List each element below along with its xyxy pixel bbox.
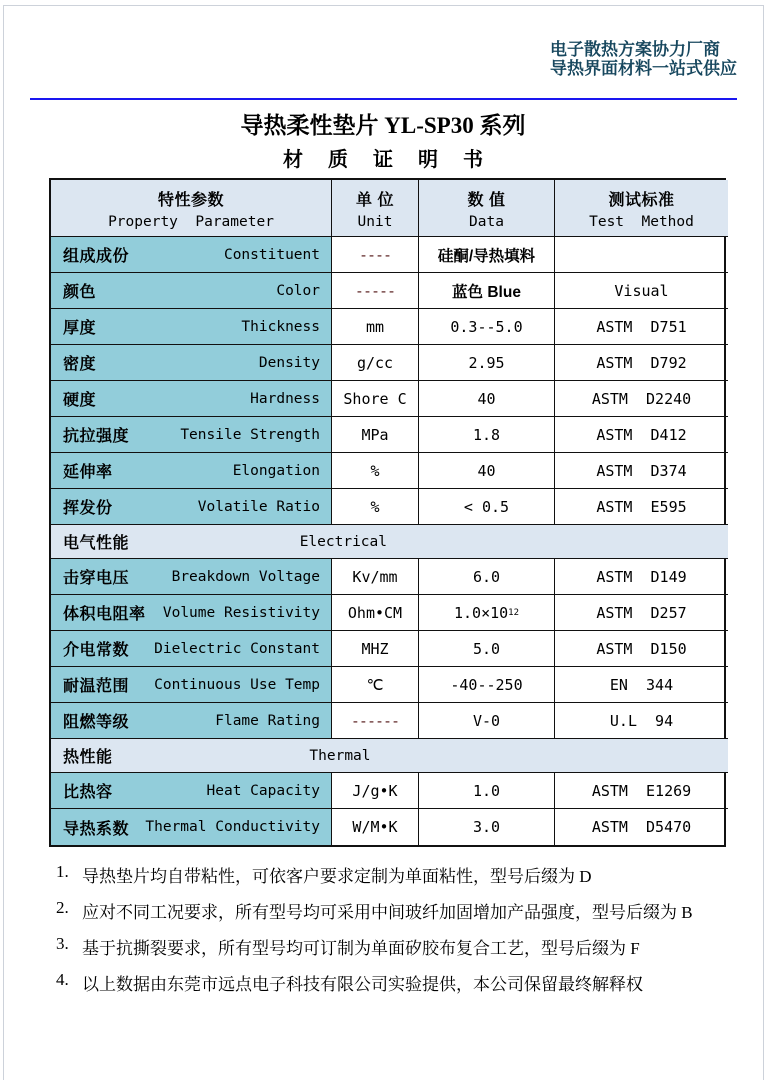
param-zh: 导热系数 [63,820,130,838]
param-en: Heat Capacity [206,782,320,799]
header-en: Property Parameter [108,213,274,230]
header-en: Test Method [589,213,694,230]
param-zh: 体积电阻率 [63,606,146,623]
header-en: Data [469,213,504,230]
param-cell [51,345,332,381]
param-cell [51,309,332,345]
method-cell: ASTM D374 [555,453,728,489]
method-cell: ASTM D150 [555,631,728,667]
unit-cell: W/M•K [332,809,419,845]
value-cell: 0.3--5.0 [419,309,555,345]
param-en: Dielectric Constant [154,640,320,657]
param-cell [51,703,332,739]
param-en: Tensile Strength [180,426,320,443]
value-cell: 硅酮/导热填料 [419,237,555,273]
unit-cell: Ohm•CM [332,595,419,631]
param-en: Hardness [250,390,320,407]
param-cell [51,273,332,309]
param-cell [51,489,332,525]
unit-cell: ------ [332,703,419,739]
method-cell: ASTM D751 [555,309,728,345]
notes-list [56,862,716,1006]
note-item-4 [56,970,716,995]
param-zh: 击穿电压 [63,570,130,587]
value-cell: 2.95 [419,345,555,381]
value-cell: V-0 [419,703,555,739]
unit-cell: % [332,453,419,489]
unit-cell: ---- [332,237,419,273]
value-cell: < 0.5 [419,489,555,525]
section-zh: 热性能 [63,749,113,766]
value-cell: 1.8 [419,417,555,453]
method-cell: ASTM D412 [555,417,728,453]
note-text: 导热垫片均自带粘性，可依客户要求定制为单面粘性，型号后缀为 D [82,867,592,886]
spec-table [49,178,726,847]
note-text: 应对不同工况要求，所有型号均可采用中间玻纤加固增加产品强度，型号后缀为 B [82,903,693,922]
header-en: Unit [357,213,393,230]
header-zh: 测试标准 [608,191,675,209]
param-cell [51,809,332,845]
unit-cell: Kv/mm [332,559,419,595]
unit-cell: MPa [332,417,419,453]
header-divider-line [30,98,737,100]
note-item-3 [56,934,716,959]
method-cell: EN 344 [555,667,728,703]
method-cell: ASTM D792 [555,345,728,381]
param-en: Volume Resistivity [162,604,320,621]
value-cell: 1.0 [419,773,555,809]
param-en: Thickness [241,318,320,335]
section-en: Electrical [299,533,388,550]
method-cell: U.L 94 [555,703,728,739]
header-zh: 单 位 [356,191,394,209]
value-cell: 6.0 [419,559,555,595]
unit-cell: ----- [332,273,419,309]
note-number: 2. [56,898,69,917]
param-zh: 阻燃等级 [63,714,130,731]
method-cell [555,237,728,273]
document-subtitle: 材 质 证 明 书 [283,149,493,171]
note-text: 基于抗撕裂要求，所有型号均可订制为单面矽胶布复合工艺，型号后缀为 F [82,939,640,958]
unit-cell: MHZ [332,631,419,667]
param-zh: 延伸率 [63,464,113,481]
method-cell: ASTM D149 [555,559,728,595]
unit-cell: Shore C [332,381,419,417]
param-zh: 密度 [63,356,97,373]
param-zh: 硬度 [63,392,97,409]
param-en: Elongation [232,462,320,479]
param-en: Breakdown Voltage [171,568,320,585]
param-en: Volatile Ratio [197,498,320,515]
param-en: Flame Rating [215,712,320,729]
param-cell [51,237,332,273]
method-cell: ASTM E1269 [555,773,728,809]
param-cell [51,453,332,489]
header-cell-3 [555,180,728,237]
section-zh: 电气性能 [63,535,130,552]
param-zh: 组成成份 [63,248,130,265]
note-number: 3. [56,934,69,953]
param-en: Color [276,282,320,299]
document-title: 导热柔性垫片 YL-SP30 系列 [240,113,526,138]
param-en: Density [258,354,320,371]
brand-slogan [550,40,737,78]
param-zh: 颜色 [63,284,97,301]
param-zh: 厚度 [63,320,97,337]
value-cell: -40--250 [419,667,555,703]
param-cell [51,559,332,595]
unit-cell: ℃ [332,667,419,703]
unit-cell: g/cc [332,345,419,381]
param-zh: 比热容 [63,784,113,801]
method-cell: ASTM D5470 [591,818,692,836]
param-zh: 介电常数 [63,642,130,659]
param-zh: 挥发份 [63,500,113,517]
param-cell [51,631,332,667]
unit-cell: % [332,489,419,525]
section-row [51,525,728,559]
brand-line-1: 电子散热方案协力厂商 [550,40,720,59]
note-text: 以上数据由东莞市远点电子科技有限公司实验提供，本公司保留最终解释权 [82,975,643,994]
value-cell: 5.0 [419,631,555,667]
unit-cell: mm [332,309,419,345]
param-cell [51,417,332,453]
param-en: Continuous Use Temp [154,676,320,693]
method-cell: Visual [555,273,728,309]
method-cell: ASTM D257 [555,595,728,631]
param-zh: 耐温范围 [63,678,130,695]
value-cell: 蓝色 Blue [419,273,555,309]
param-en: Thermal Conductivity [145,819,320,835]
param-cell [51,381,332,417]
param-zh: 抗拉强度 [63,428,130,445]
note-item-2 [56,898,716,923]
section-en: Thermal [309,747,371,764]
brand-line-2: 导热界面材料一站式供应 [550,59,737,78]
value-cell: 40 [419,453,555,489]
header-zh: 特性参数 [157,191,224,209]
param-cell [51,667,332,703]
method-cell: ASTM E595 [555,489,728,525]
note-item-1 [56,862,716,887]
header-cell-2 [419,180,555,237]
header-cell-0 [51,180,332,237]
param-cell [51,595,332,631]
unit-cell: J/g•K [332,773,419,809]
note-number: 4. [56,970,69,989]
param-en: Constituent [223,246,320,263]
note-number: 1. [56,862,69,881]
param-cell [51,773,332,809]
method-cell: ASTM D2240 [555,381,728,417]
section-row [51,739,728,773]
value-cell: 3.0 [419,809,555,845]
value-cell: 1.0×10 12 [419,595,555,631]
header-zh: 数 值 [467,191,506,209]
value-cell: 40 [419,381,555,417]
header-cell-1 [332,180,419,237]
